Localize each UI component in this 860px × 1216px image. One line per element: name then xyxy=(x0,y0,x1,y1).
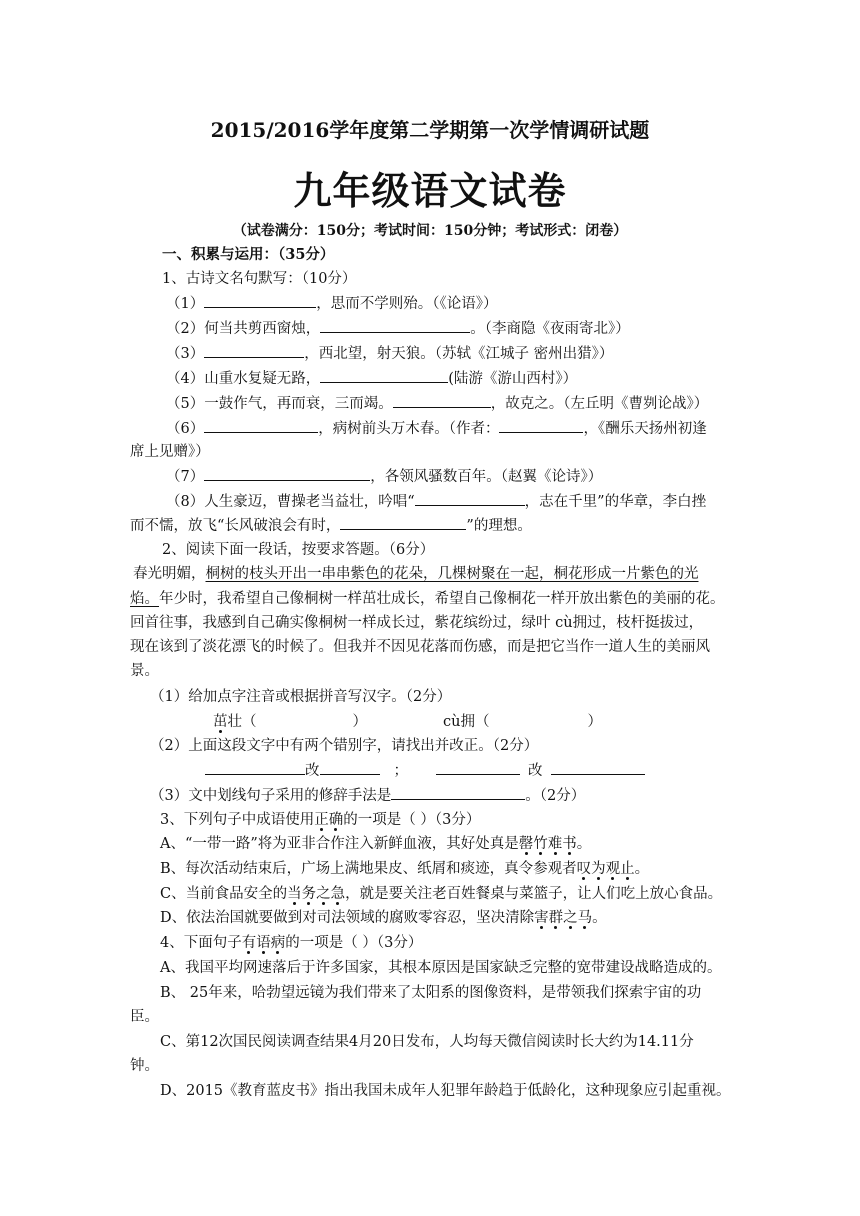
answer-blank xyxy=(499,418,583,433)
q1-item-2: （2）何当共剪西窗烛， 。（李商隐《夜雨寄北》） xyxy=(166,318,630,340)
q4-option-c-continued: 钟。 xyxy=(130,1058,159,1074)
q4-option-a: A、我国平均网速落后于许多国家，其根本原因是国家缺乏完整的宽带建设战略造成的。 xyxy=(160,960,722,976)
q3-option-c: C、当前食品安全的当务之急，就是要关注老百姓餐桌与菜篮子，让人们吃上放心食品。 xyxy=(160,886,723,902)
passage-line-4: 现在该到了淡花漂飞的时候了。但我并不因见花落而伤感，而是把它当作一道人生的美丽风 xyxy=(130,639,710,655)
q2-sub-2: （2）上面这段文字中有两个错别字，请找出并改正。（2分） xyxy=(150,738,539,754)
q3-option-a: A、“一带一路”将为亚非合作注入新鲜血液，其好处真是罄竹难书。 xyxy=(160,836,592,852)
q2-sub-2-answers: 改 ； 改 xyxy=(205,760,645,782)
q3-option-b: B、每次活动结束后，广场上满地果皮、纸屑和痰迹，真令参观者叹为观止。 xyxy=(160,861,650,877)
question-2-heading: 2、阅读下面一段话，按要求答题。（6分） xyxy=(162,542,435,558)
answer-blank xyxy=(320,368,448,383)
question-3-heading: 3、下列句子中成语使用正确的一项是（ ）（3分） xyxy=(160,812,481,828)
q4-option-d: D、2015《教育蓝皮书》指出我国未成年人犯罪年龄趋于低龄化，这种现象应引起重视。 xyxy=(160,1083,731,1099)
answer-blank xyxy=(415,491,525,506)
answer-blank xyxy=(340,515,466,530)
answer-blank xyxy=(320,760,380,775)
section-heading: 一、积累与运用：（35分） xyxy=(162,246,335,263)
answer-blank xyxy=(204,293,316,308)
answer-blank xyxy=(204,418,318,433)
q1-item-1: （1） ，思而不学则殆。（《论语》） xyxy=(166,293,497,315)
passage-line-1: 春光明媚，桐树的枝头开出一串串紫色的花朵，几棵树聚在一起，桐花形成一片紫色的光 xyxy=(133,566,699,582)
question-1-heading: 1、古诗文名句默写：（10分） xyxy=(162,271,357,287)
q2-sub-3: （3）文中划线句子采用的修辞手法是 。（2分） xyxy=(150,785,585,807)
q3-option-d: D、依法治国就要做到对司法领域的腐败零容忍，坚决清除害群之马。 xyxy=(160,910,607,926)
answer-blank xyxy=(204,466,370,481)
answer-blank xyxy=(551,760,645,775)
q1-item-6: （6） ，病树前头万木春。（作者： ，《酬乐天扬州初逢 xyxy=(166,418,707,440)
q2-sub-1: （1）给加点字注音或根据拼音写汉字。（2分） xyxy=(150,689,452,705)
exam-series-title: 2015/2016学年度第二学期第一次学情调研试题 xyxy=(210,118,650,142)
q1-item-8: （8）人生豪迈，曹操老当益壮，吟唱“ ，志在千里”的华章，李白挫 xyxy=(166,491,706,513)
q1-item-6-continued: 席上见赠》） xyxy=(130,444,210,460)
answer-blank xyxy=(320,318,470,333)
answer-blank xyxy=(393,393,491,408)
answer-blank xyxy=(205,760,305,775)
answer-blank xyxy=(436,760,520,775)
passage-line-3: 回首往事，我感到自己确实像桐树一样成长过，紫花缤纷过，绿叶 cù拥过，枝杆挺拔过， xyxy=(130,615,704,631)
q1-item-8-continued: 而不懦，放飞“长风破浪会有时， ”的理想。 xyxy=(130,515,532,537)
answer-blank xyxy=(391,785,525,800)
q4-option-c: C、第12次国民阅读调查结果4月20日发布，人均每天微信阅读时长大约为14.11分 xyxy=(160,1034,694,1050)
exam-info: （试卷满分：150分；考试时间：150分钟；考试形式：闭卷） xyxy=(232,223,628,239)
question-4-heading: 4、下面句子有语病的一项是（ ）（3分） xyxy=(160,935,423,951)
q1-item-4: （4）山重水复疑无路， (陆游《游山西村》） xyxy=(166,368,577,390)
passage-line-5: 景。 xyxy=(130,663,159,679)
passage-line-2: 焰。年少时，我希望自己像桐树一样茁壮成长，希望自己像桐花一样开放出紫色的美丽的花。 xyxy=(130,591,725,607)
q4-option-b: B、 25年来，哈勃望远镜为我们带来了太阳系的图像资料，是带领我们探索宇宙的功 xyxy=(160,985,702,1001)
q1-item-7: （7） ，各领风骚数百年。（赵翼《论诗》） xyxy=(166,466,602,488)
answer-blank xyxy=(204,343,304,358)
underlined-sentence: 桐树的枝头开出一串串紫色的花朵，几棵树聚在一起，桐花形成一片紫色的光 xyxy=(205,566,699,582)
q1-item-3: （3） ，西北望，射天狼。（苏轼《江城子 密州出猎》） xyxy=(166,343,613,365)
q1-item-5: （5）一鼓作气，再而衰，三而竭。 ，故克之。（左丘明《曹刿论战》） xyxy=(166,393,708,415)
q4-option-b-continued: 臣。 xyxy=(130,1009,159,1025)
exam-subject-title: 九年级语文试卷 xyxy=(293,168,567,213)
q2-sub-1-answers: 茁壮（ ） cù拥（ ） xyxy=(213,714,602,730)
